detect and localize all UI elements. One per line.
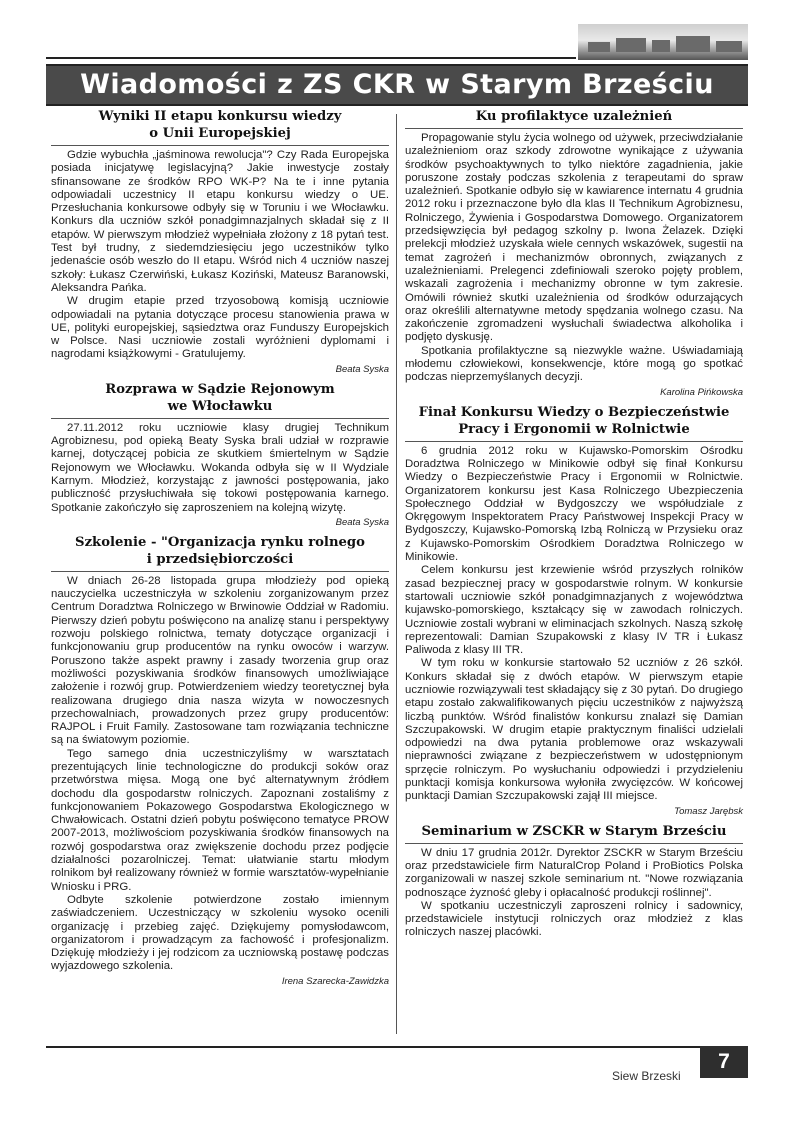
article-title: Finał Konkursu Wiedzy o Bezpieczeństwie Pracy i Ergonomii w Rolnictwie: [418, 404, 730, 437]
section-banner: [46, 64, 748, 106]
left-column: [51, 108, 389, 993]
article-paragraph: W dniu 17 grudnia 2012r. Dyrektor ZSCKR w Starym Brześciu oraz przedstawiciele firm NaturalCrop Poland i ProBiotics Polska zorganizowali w naszej szkole seminarium nt. "Nowe rozwiązania podnoszące żyzność gleby i opłacalność produkcji roślinnej".: [405, 846, 743, 899]
article-author: Irena Szarecka-Zawidzka: [281, 975, 389, 987]
article: [405, 108, 743, 398]
publication-name: Siew Brzeski: [612, 1069, 681, 1083]
article-title: Rozprawa w Sądzie Rejonowym we Włocławku: [105, 381, 335, 414]
article-paragraph: 27.11.2012 roku uczniowie klasy drugiej Technikum Agrobiznesu, pod opieką Beaty Syska brali udział w rozprawie karnej, dotyczącej pobicia ze skutkiem śmiertelnym w Sądzie Rejonowym we Włocławku. Wokanda odbyła się w II Wydziale Karnym. Młodzież, korzystając z jawności postępowania, jako publiczność przysłuchiwała się tokowi postępowania karnego. Spotkanie zakończyło się zaproszeniem na kolejną wizytę.: [51, 421, 389, 514]
header-landscape-photo: [578, 24, 748, 60]
article-author: Beata Syska: [335, 516, 389, 528]
article-title: Seminarium w ZSCKR w Starym Brześciu: [421, 823, 727, 839]
title-rule: [51, 145, 389, 146]
right-column: [405, 108, 743, 946]
article-paragraph: W spotkaniu uczestniczyli zaproszeni rolnicy i sadownicy, przedstawiciele instytucji rolniczych oraz młodzież z klas rolniczych naszej placówki.: [405, 899, 743, 939]
article: [405, 404, 743, 817]
article-paragraph: 6 grudnia 2012 roku w Kujawsko-Pomorskim Ośrodku Doradztwa Rolniczego w Minikowie odbył się finał Konkursu Wiedzy o Bezpieczeństwie Pracy i Ergonomii w Rolnictwie. Organizatorem konkursu jest Kasa Rolniczego Ubezpieczenia Społecznego Oddział w Bydgoszczy we współudziale z Okręgowym Inspektoratem Pracy Państwowej Inspekcji Pracy w Bydgoszczy, Kujawsko-Pomorską Izbą Rolniczą w Przysieku oraz z Kujawsko-Pomorskim Ośrodkiem Doradztwa Rolniczego w Minikowie.: [405, 444, 743, 564]
title-rule: [405, 441, 743, 442]
article-title: Wyniki II etapu konkursu wiedzy o Unii Europejskiej: [98, 109, 342, 141]
article-author: Karolina Pińkowska: [660, 386, 743, 398]
article-paragraph: Tego samego dnia uczestniczyliśmy w warsztatach prezentujących linie technologiczne do produkcji soków oraz przetwórstwa mięsa. Mogą one być alternatywnym źródłem dochodu dla gospodarstw rolniczych. Zapoznani zostaliśmy z funkcjonowaniem Pokazowego Gospodarstwa Ekologicznego w Chwałowicach. Ostatni dzień pobytu poświęcono tematyce PROW 2007-2013, możliwościom pozyskiwania środków finansowych na rozwój gospodarstwa oraz zwiększenie dochodu przez podjęcie działalności pozarolniczej. Temat: ułatwianie startu młodym rolnikom był realizowany również w formie warsztatów-wypełnianie Wniosku i PRG.: [51, 747, 389, 893]
article-paragraph: Odbyte szkolenie potwierdzone zostało imiennym zaświadczeniem. Uczestniczący w szkoleniu wysoko ocenili organizację i przebieg zajęć. Dziękujemy pomysłodawcom, organizatorom i prowadzącym za fachowość i profesjonalizm. Dziękuję młodzieży i jej rodzicom za uczniowską postawę podczas wyjazdowego szkolenia.: [51, 893, 389, 973]
article-paragraph: Gdzie wybuchła „jaśminowa rewolucja"? Czy Rada Europejska posiada inicjatywę legislacyjną? Jakie inwestycje zostały sfinansowane ze środków RPO WK-P? Na te i inne pytania odpowiadali uczestnicy II etapu konkursu wiedzy o UE. Przesłuchania konkursowe odbyły się w Toruniu i we Włocławku. Konkurs dla uczniów szkół ponadgimnazjalnych składał się z II etapów. W pierwszym młodzież wypełniała złożony z 18 pytań test. Test był trudny, z siedemdziesięciu jego uczestników tylko jedenaście osób weszło do II etapu. Wśród nich 4 uczniów naszej szkoły: Łukasz Czerwiński, Łukasz Koziński, Mateusz Baranowski, Aleksandra Pańka.: [51, 149, 389, 294]
article-paragraph: W dniach 26-28 listopada grupa młodzieży pod opieką nauczycielka uczestniczyła w szkoleniu zorganizowanym przez Centrum Doradztwa Rolniczego w Brwinowie Oddział w Radomiu. Pierwszy dzień pobytu poświęcono na analizę stanu i perspektywy rozwoju polskiego rolnictwa, tematy dotyczące organizacji i funkcjonowaniu grup producentów na rynku owoców i warzyw. Poruszono także aspekt prawny i zasady tworzenia grup oraz możliwości pozyskiwania środków finansowych umożliwiające założenie i rozwój grup. Potwierdzeniem wiedzy teoretycznej była realizowana drugiego dnia nasza wizyta w nowoczesnych przechowalniach, prowadzonych przez grupy producentów: RAJPOL i Fruit Family. Zastosowane tam rozwiązania techniczne są na światowym poziomie.: [51, 574, 389, 747]
title-rule: [405, 128, 743, 129]
title-rule: [51, 571, 389, 572]
title-rule: [405, 843, 743, 844]
article-author: Beata Syska: [335, 363, 389, 375]
article-paragraph: Celem konkursu jest krzewienie wśród przyszłych rolników zasad bezpiecznej pracy w gospodarstwie rolnym. W konkursie startowali uczniowie szkół ponadgimnazjanych z województwa kujawsko-pomorskiego, kształcący się w zawodach rolniczych. Uczniowie zostali wybrani w eliminacjach szkolnych. Naszą szkołę reprezentowali: Damian Szupakowski z klasy IV TR i Łukasz Paliwoda z klasy III TR.: [405, 564, 743, 657]
title-rule: [51, 418, 389, 419]
footer-rule: [46, 1046, 701, 1048]
article-author: Tomasz Jarębsk: [674, 805, 743, 817]
article: [405, 823, 743, 940]
article-paragraph: W drugim etapie przed trzyosobową komisją uczniowie odpowiadali na pytania dotyczące procesu stanowienia prawa w UE, polityki europejskiej, sąsiedztwa oraz Funduszy Europejskich w Polsce. Nasi uczniowie zostali wyróżnieni dyplomami i nagrodami książkowymi - Gratulujemy.: [51, 295, 389, 361]
section-title: Wiadomości z ZS CKR w Starym Brześciu: [80, 69, 714, 100]
article-paragraph: Propagowanie stylu życia wolnego od używek, przeciwdziałanie uzależnieniom oraz szkody zdrowotne wynikające z używania środków psychoaktywnych to tylko niektóre zagadnienia, jakie poruszone zostały podczas szkolenia z terapeutami do spraw uzależnień. Spotkanie odbyło się w kawiarence internatu 4 grudnia 2012 roku i przeznaczone było dla klas II Technikum Agrobiznesu, Rolniczego, Żywienia i Gospodarstwa Domowego. Organizatorem przedsięwzięcia był pedagog szkolny p. Iwona Żelazek. Dzięki prelekcji młodzież uzyskała wiele cennych wskazówek, sugestii na temat zagrożeń i mechanizmów obronnych, związanych z uzależnieniami. Prelegenci zdefiniowali szeroko pojęty problem, wskazali zagrożenia i mechanizmy obronne w tym zakresie. Omówili również skutki uzależnienia od środków odurzających oraz określili alternatywne metody spędzania wolnego czasu. Na zakończenie zgromadzeni wysłuchali świadectwa alkoholika i podjęto dyskusję.: [405, 132, 743, 344]
column-divider: [396, 114, 397, 1034]
top-rule: [46, 57, 576, 59]
article-paragraph: Spotkania profilaktyczne są niezwykle ważne. Uświadamiają młodemu człowiekowi, konsekwencje, które mogą go spotkać podczas nieprzemyślanych decyzji.: [405, 344, 743, 384]
article: [51, 534, 389, 987]
article: [51, 108, 389, 375]
article: [51, 381, 389, 528]
article-title: Szkolenie - "Organizacja rynku rolnego i przedsiębiorczości: [75, 534, 365, 567]
page-number: 7: [700, 1046, 748, 1078]
article-title: Ku profilaktyce uzależnień: [475, 109, 673, 124]
article-paragraph: W tym roku w konkursie startowało 52 uczniów z 26 szkół. Konkurs składał się z dwóch etapów. W pierwszym etapie uczniowie rozwiązywali test składający się z 30 pytań. Do drugiego etapu zostało zakwalifikowanych pięciu uczestników z najwyższą liczbą punktów. Wśród finalistów konkursu znalazł się Damian Szczupakowski. W drugim etapie praktycznym finaliści udzielali odpowiedzi na dwa pytania problemowe oraz wskazywali nieprawności związane z bezpieczeństwem w udostępnionym sprzęcie rolniczym. Po wysłuchaniu odpowiedzi i przydzieleniu punktacji komisja konkursowa wyłoniła zwycięzców. W końcowej punktacji Damian Szczupakowski zajął III miejsce.: [405, 657, 743, 803]
